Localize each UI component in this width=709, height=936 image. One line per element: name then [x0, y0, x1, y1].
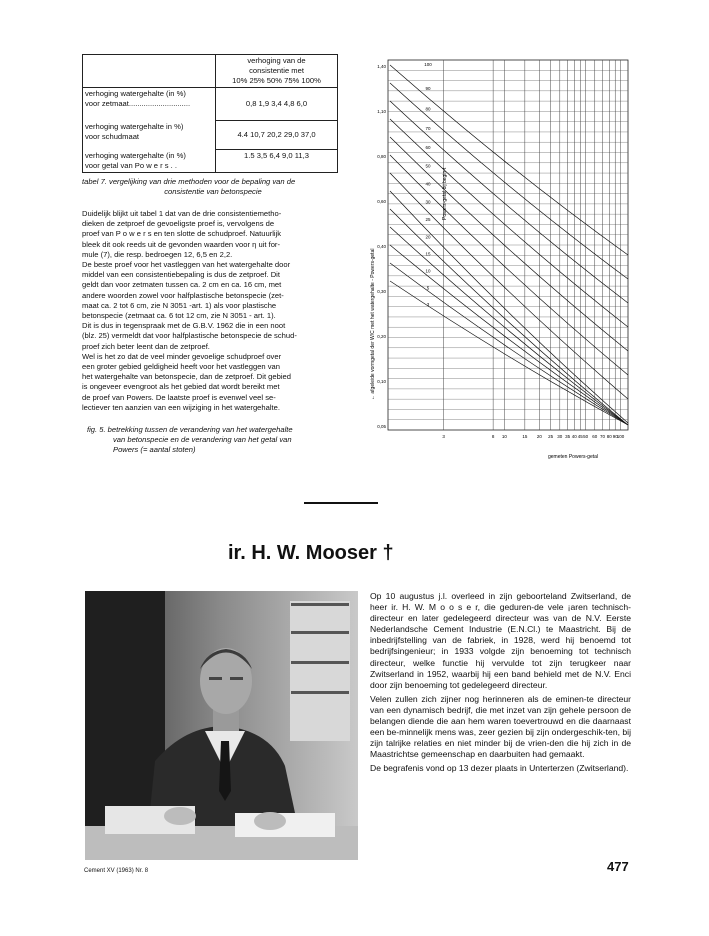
chart-x-tick-label: 15	[522, 434, 528, 439]
body-text-line: middel van een consistentiebepaling is dus de zetproef. Dit	[82, 270, 280, 280]
row-label-line: verhoging watergehalte in %)	[85, 121, 184, 131]
portrait-illustration	[85, 591, 358, 860]
chart-inner-tick-label: 20	[425, 234, 431, 240]
chart-inner-tick-label: 50	[425, 163, 431, 169]
chart-x-tick-label: 10	[501, 434, 507, 439]
chart-x-tick-label: 60	[592, 434, 598, 439]
table-header-line: consistentie met	[249, 66, 304, 75]
chart-x-tick-label: 50	[583, 434, 589, 439]
chart-x-tick-label: 80	[606, 434, 612, 439]
table-header-line: 10% 25% 50% 75% 100%	[232, 76, 321, 85]
chart-inner-tick-label: 15	[425, 251, 431, 257]
chart-inner-tick-label: 10	[425, 268, 431, 274]
body-text-line: (blz. 25) vermeldt dat voor halfplastische betonspecie de schud-	[82, 331, 297, 341]
body-text-line: proef zich beter leent dan de zetproef.	[82, 341, 210, 351]
figure-caption-line: van betonspecie en de verandering van het getal van	[113, 435, 292, 444]
chart-inner-tick-label: 90	[425, 85, 431, 91]
chart-left-tick-label: 0,30	[377, 289, 386, 294]
chart-x-tick-label: 70	[600, 434, 606, 439]
chart-inner-tick-label: 25	[425, 217, 431, 223]
body-text-line: maat ca. 2 tot 6 cm, zie N 3051 -art. 1) als voor plastische	[82, 300, 277, 310]
page-number: 477	[607, 859, 629, 874]
body-text-line: geldt dan voor zetmaten tussen ca. 2 cm en ca. 16 cm, met	[82, 280, 282, 290]
figure-caption-line: Powers (= aantal stoten)	[113, 445, 196, 454]
chart-left-tick-label: 0,20	[377, 334, 386, 339]
chart-left-tick-label: 0,40	[377, 244, 386, 249]
row-label-line: voor getal van Po w e r s . .	[85, 160, 178, 170]
body-text-line: bleek dit ook reeds uit de gevonden waarden voor η uit for-	[82, 239, 280, 249]
chart-series-line	[390, 191, 628, 423]
table-row-label	[83, 88, 216, 121]
journal-footer: Cement XV (1963) Nr. 8	[84, 868, 149, 874]
row-label-line: voor schudmaat	[85, 131, 140, 141]
body-text-line: andere woorden zowel voor halfplastische betonspecie (zet-	[82, 290, 284, 300]
chart-inner-tick-label: 60	[425, 145, 431, 151]
chart-left-tick-label: 0,05	[377, 424, 386, 429]
chart-inner-tick-label: 5	[426, 285, 430, 291]
table-row-values: 1.5 3,5 6,4 9,0 11,3	[216, 150, 338, 173]
table-corner-cell	[83, 55, 216, 88]
figure-caption-line: fig. 5. betrekking tussen de verandering van het watergehalte	[87, 425, 293, 434]
chart-x-axis-label: gemeten Powers-getal	[548, 454, 599, 460]
powers-chart	[350, 50, 640, 460]
body-text-line: Duidelijk blijkt uit tabel 1 dat van de drie consistentiemetho-	[82, 209, 282, 218]
body-text-left	[82, 209, 343, 413]
body-text-line: Wel is het zo dat de veel minder gevoelige schudproef over	[82, 351, 282, 361]
chart-left-tick-label: 0,60	[377, 199, 386, 204]
chart-left-tick-label: 1,40	[377, 64, 386, 69]
body-text-line: een groter gebied geldigheid heeft voor het vastleggen van	[82, 362, 281, 372]
portrait-photo	[85, 591, 358, 860]
table-caption-line: tabel 7. vergelijking van drie methoden voor de bepaling van de	[82, 177, 296, 186]
chart-left-tick-label: 0,80	[377, 154, 386, 159]
chart-x-tick-label: 40	[571, 434, 577, 439]
chart-x-tick-label: 25	[548, 434, 554, 439]
body-text-line: het watergehalte van betonspecie, dan de zetproef. Dit gebied	[82, 372, 291, 382]
chart-grid	[388, 60, 628, 430]
body-text-line: is ongeveer evengroot als het gebied dat wordt bereikt met	[82, 382, 280, 392]
chart-inner-axis-label: Powers-getal bij begin-t	[442, 167, 448, 220]
table-caption	[82, 177, 344, 197]
chart-x-tick-label: 30	[557, 434, 563, 439]
body-text-line: lectiever ten aanzien van een wijziging in het watergehalte.	[82, 402, 280, 412]
table-row-label	[83, 121, 216, 150]
chart-series-line	[390, 65, 628, 255]
chart-series-line	[390, 119, 628, 327]
table-row-label	[83, 150, 216, 173]
body-text-line: Dit is dus in tegenspraak met de G.B.V. 1962 die in een noot	[82, 321, 286, 331]
chart-series-line	[390, 155, 628, 375]
section-divider	[304, 502, 378, 504]
figure-caption	[87, 425, 347, 455]
chart-ticks	[377, 62, 625, 439]
chart-inner-tick-label: 3	[426, 302, 430, 307]
table-row	[83, 88, 338, 121]
obituary-paragraph: Velen zullen zich zijner nog herinneren als de eminen-te directeur van een dynamisch bedrijf, die met inzet van zijn gehele persoon de belangen diende die aan hem waren toevertrouwd en die daarnaast een be-minnelijk mens was, zeer gezien bij zijn ondergeschik-ten, bij zijn talrijke relaties en niet minder bij de vrien-den die hij zich in de Maastrichtse gemeenschap en daarbuiten had gemaakt.	[370, 693, 631, 760]
obituary-title: ir. H. W. Mooser †	[228, 542, 394, 564]
table-caption-line: consistentie van betonspecie	[164, 187, 262, 196]
chart-inner-tick-label: 70	[425, 126, 431, 132]
obituary-text	[370, 591, 631, 778]
chart-inner-tick-label: 40	[425, 181, 431, 187]
chart-left-tick-label: 1,10	[377, 109, 386, 114]
chart-x-tick-label: 20	[536, 434, 542, 439]
table-row	[83, 121, 338, 150]
chart-x-tick-label: 3	[442, 434, 445, 439]
chart-x-tick-label: 35	[565, 434, 571, 439]
chart-inner-tick-label: 30	[425, 199, 431, 205]
body-text-line: betonspecie (zetmaat ca. 6 tot 12 cm, zie N 3051 - art. 1).	[82, 311, 276, 321]
chart-inner-tick-label: 80	[425, 106, 431, 112]
table-row-values: 0,8 1,9 3,4 4,8 6,0	[216, 88, 338, 121]
comparison-table	[82, 54, 338, 173]
chart-left-axis-label: ← afgeleide vormgetal der W/C met het watergehalte - Powers-getal	[370, 248, 376, 400]
table-header-cell	[216, 55, 338, 88]
row-label-line: verhoging watergehalte (in %)	[85, 150, 186, 160]
row-label-line: voor zetmaat.............................	[85, 99, 191, 108]
body-text-line: dieken de zetproef de gevoeligste proef is, vervolgens de	[82, 219, 275, 229]
chart-inner-tick-label: 100	[424, 62, 432, 67]
chart-x-tick-label: 90	[612, 434, 618, 439]
row-label-line: verhoging watergehalte (in %)	[85, 89, 186, 98]
obituary-paragraph: De begrafenis vond op 13 dezer plaats in Unterterzen (Zwitserland).	[370, 763, 629, 774]
chart-x-tick-label: 100	[616, 434, 625, 439]
chart-x-tick-label: 8	[491, 434, 495, 439]
body-text-line: de proef van Powers. De laatste proef is evenwel veel se-	[82, 392, 276, 402]
chart-x-tick-label: 45	[577, 434, 583, 439]
chart-series-line	[390, 281, 628, 425]
table-header-line: verhoging van de	[247, 56, 306, 65]
body-text-line: mule (7), die resp. bedroegen 12, 6,5 en 2,2.	[82, 249, 233, 259]
body-text-line: De beste proef voor het vastleggen van het watergehalte door	[82, 260, 291, 270]
table-row-values: 4.4 10,7 20,2 29,0 37,0	[216, 121, 338, 150]
body-text-line: proef van P o w e r s en ten slotte de schudproef. Natuurlijk	[82, 229, 282, 239]
chart-left-tick-label: 0,10	[377, 379, 386, 384]
obituary-paragraph: Op 10 augustus j.l. overleed in zijn geboorteland Zwitserland, de heer ir. H. W. M o o s e r, die geduren-de vele ¡aren technisch-directeur en later gedelegeerd directeur was van de N.V. Eerste Nederlandsche Cement Industrie (E.N.Cl.) te Maastricht. Bij de inbedrijfstelling van de fabriek, in 1928, werd hij benoemd tot bedrijfsingenieur; in 1933 volgde zijn benoeming tot technisch directeur, welke functie hij vervulde tot zijn terugkeer naar Zwitserland in 1952, waarbij hij een band behield met de N.V. Enci door zijn benoeming tot gedelegeerd directeur.	[370, 591, 631, 690]
table-row	[83, 150, 338, 173]
